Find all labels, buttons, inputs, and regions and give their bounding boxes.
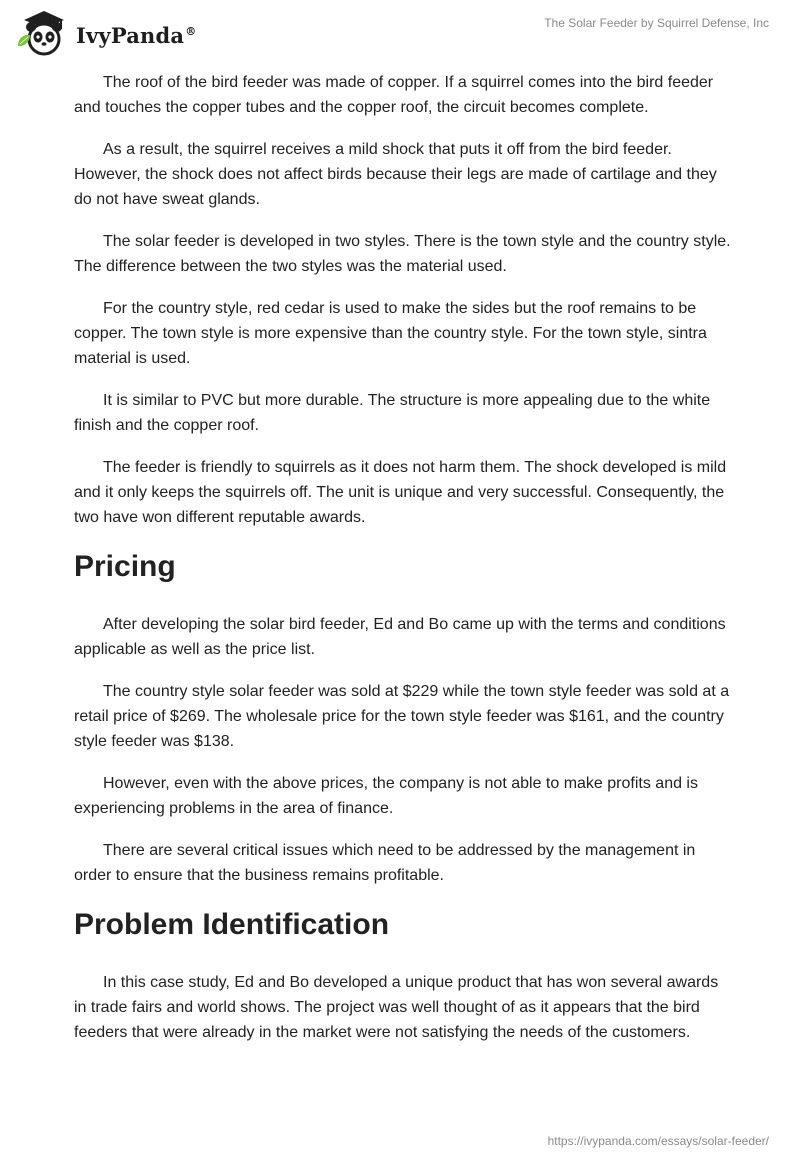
page-header	[0, 0, 800, 60]
essay-body	[74, 70, 734, 1062]
document-title: The Solar Feeder by Squirrel Defense, Inc	[544, 16, 769, 30]
paragraph: The country style solar feeder was sold at $229 while the town style feeder was sold at a retail price of $269. The wholesale price for the town style feeder was $161, and the country style feeder was $138.	[74, 683, 730, 750]
source-url[interactable]: https://ivypanda.com/essays/solar-feeder/	[547, 1134, 769, 1148]
paragraph: There are several critical issues which need to be addressed by the management in order to ensure that the business remains profitable.	[74, 842, 696, 884]
paragraph: It is similar to PVC but more durable. The structure is more appealing due to the white finish and the copper roof.	[74, 392, 711, 434]
brand-name: IvyPanda®	[76, 22, 197, 48]
paragraph: After developing the solar bird feeder, Ed and Bo came up with the terms and conditions applicable as well as the price list.	[74, 616, 726, 658]
paragraph: However, even with the above prices, the company is not able to make profits and is experiencing problems in the area of finance.	[74, 775, 698, 817]
section-heading-pricing: Pricing	[74, 550, 176, 583]
paragraph: As a result, the squirrel receives a mild shock that puts it off from the bird feeder. However, the shock does not affect birds because their legs are made of cartilage and they do not have sweat glands.	[74, 141, 717, 208]
paragraph: The feeder is friendly to squirrels as it does not harm them. The shock developed is mild and it only keeps the squirrels off. The unit is unique and very successful. Consequently, the two have won different reputable awards.	[74, 459, 727, 526]
panda-graduate-icon	[14, 8, 72, 58]
ivypanda-logo[interactable]	[14, 8, 196, 58]
paragraph: In this case study, Ed and Bo developed a unique product that has won several awards in trade fairs and world shows. The project was well thought of as it appears that the bird feeders that were already in the market were not satisfying the needs of the customers.	[74, 974, 719, 1041]
paragraph: The roof of the bird feeder was made of copper. If a squirrel comes into the bird feeder and touches the copper tubes and the copper roof, the circuit becomes complete.	[74, 74, 714, 116]
paragraph: The solar feeder is developed in two styles. There is the town style and the country style. The difference between the two styles was the material used.	[74, 233, 731, 275]
section-heading-problem-identification: Problem Identification	[74, 908, 390, 941]
paragraph: For the country style, red cedar is used to make the sides but the roof remains to be copper. The town style is more expensive than the country style. For the town style, sintra material is used.	[74, 300, 707, 367]
